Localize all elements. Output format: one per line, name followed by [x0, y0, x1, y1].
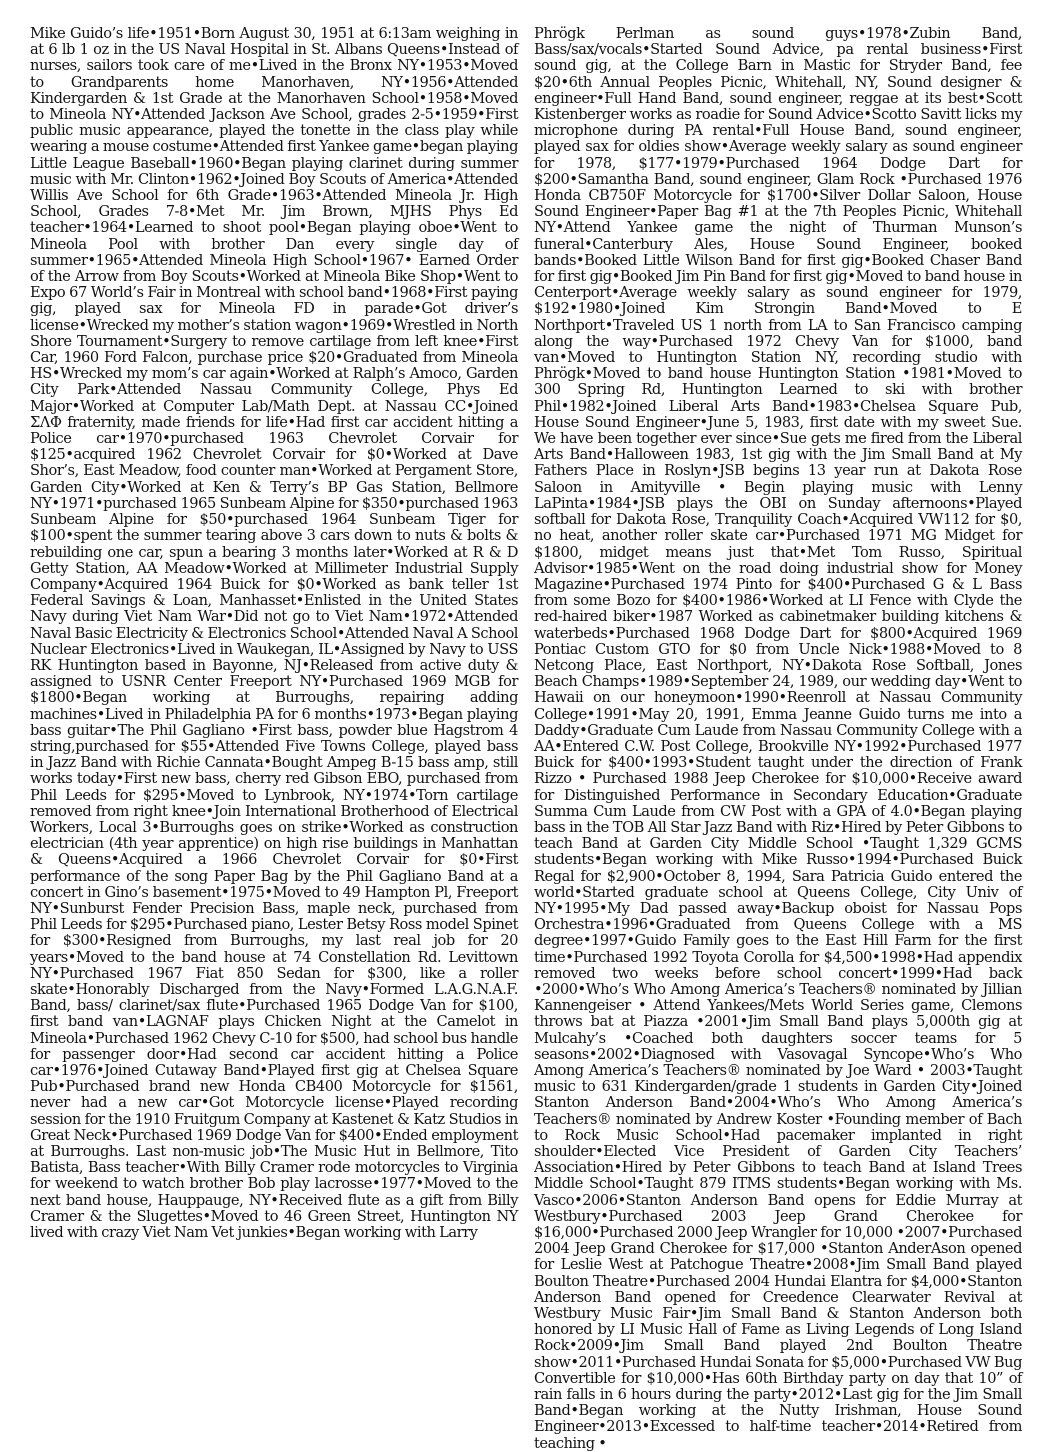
timeline-page — [30, 25, 1022, 1452]
timeline-text-left: Mike Guido’s life•1951•Born August 30, 1951 at 6:13am weighing in at 6 lb 1 oz in the US Naval Hospital in St. Albans Queens•Instead of nurses, sailors took care of me•Lived in the Bronx NY•1953•Moved to Grandparents home Manorhaven, NY•1956•Attended Kindergarden & 1st Grade at the Manorhaven School•1958•Moved to Mineola NY•Attended Jackson Ave School, grades 2-5•1959•First public music appearance, played the tonette in the class play while wearing a mouse costume•Attended first Yankee game•began playing Little League Baseball•1960•Began playing clarinet during summer music with Mr. Clinton•1962•Joined Boy Scouts of America•Attended Willis Ave School for 6th Grade•1963•Attended Mineola Jr. High School, Grades 7-8•Met Mr. Jim Brown, MJHS Phys Ed teacher•1964•Learned to shoot pool•Began playing oboe•Went to Mineola Pool with brother Dan every single day of summer•1965•Attended Mineola High School•1967• Earned Order of the Arrow from Boy Scouts•Worked at Mineola Bike Shop•Went to Expo 67 World’s Fair in Montreal with school band•1968•First paying gig, played sax for Mineola FD in parade•Got driver’s license•Wrecked my mother’s station wagon•1969•Wrestled in North Shore Tournament•Surgery to remove cartilage from left knee•First Car, 1960 Ford Falcon, purchase price $20•Graduated from Mineola HS•Wrecked my mom’s car again•Worked at Ralph’s Amoco, Garden City Park•Attended Nassau Community College, Phys Ed Major•Worked at Computer Lab/Math Dept. at Nassau CC•Joined ΣΛΦ fraternity, made friends for life•Had first car accident hitting a Police car•1970•purchased 1963 Chevrolet Corvair for $125•acquired 1962 Chevrolet Corvair for $0•Worked at Dave Shor’s, East Meadow, food counter man•Worked at Pergament Store, Garden City•Worked at Ken & Terry’s BP Gas Station, Bellmore NY•1971•purchased 1965 Sunbeam Alpine for $350•purchased 1963 Sunbeam Alpine for $50•purchased 1964 Sunbeam Tiger for $100•spent the summer tearing above 3 cars down to nuts & bolts & rebuilding one car, spun a bearing 3 months later•Worked at R & D Getty Station, AA Meadow•Worked at Millimeter Industrial Supply Company•Acquired 1964 Buick for $0•Worked as bank teller 1st Federal Savings & Loan, Manhasset•Enlisted in the United States Navy during Viet Nam War•Did not go to Viet Nam•1972•Attended Naval Basic Electricity & Electronics School•Attended Naval A School Nuclear Electronics•Lived in Waukegan, IL•Assigned by Navy to USS RK Huntington based in Bayonne, NJ•Released from active duty & assigned to USNR Center Freeport NY•Purchased 1969 MGB for $1800•Began working at Burroughs, repairing adding machines•Lived in Philadelphia PA for 6 months•1973•Began playing bass guitar•The Phil Gagliano •First bass, powder blue Hagstrom 4 string,purchased for $55•Attended Five Towns College, played bass in Jazz Band with Richie Cannata•Bought Ampeg B-15 bass amp, still works today•First new bass, cherry red Gibson EBO, purchased from Phil Leeds for $295•Moved to Lynbrook, NY•1974•Torn cartilage removed from right knee•Join International Brotherhood of Electrical Workers, Local 3•Burroughs goes on strike•Worked as construction electrician (4th year apprentice) on high rise buildings in Manhattan & Queens•Acquired a 1966 Chevrolet Corvair for $0•First performance of the song Paper Bag by the Phil Gagliano Band at a concert in Gino’s basement•1975•Moved to 49 Hampton Pl, Freeport NY•Sunburst Fender Precision Bass, maple neck, purchased from Phil Leeds for $295•Purchased piano, Lester Betsy Ross model Spinet for $300•Resigned from Burroughs, my last real job for 20 years•Moved to the band house at 74 Constellation Rd. Levittown NY•Purchased 1967 Fiat 850 Sedan for $300, like a roller skate•Honorably Discharged from the Navy•Formed L.A.G.N.A.F. Band, bass/ clarinet/sax flute•Purchased 1965 Dodge Van for $100, first band van•LAGNAF plays Chicken Night at the Camelot in Mineola•Purchased 1962 Chevy C-10 for $500, had school bus handle for passenger door•Had second car accident hitting a Police car•1976•Joined Cutaway Band•Played first gig at Chelsea Square Pub•Purchased brand new Honda CB400 Motorcycle for $1561, never had a new car•Got Motorcycle license•Played recording session for the 1910 Fruitgum Company at Kastenet & Katz Studios in Great Neck•Purchased 1969 Dodge Van for $400•Ended employment at Burroughs. Last non-music job•The Music Hut in Bellmore, Tito Batista, Bass teacher•With Billy Cramer rode motorcycles to Virginia for weekend to watch brother Bob play lacrosse•1977•Moved to the next band house, Hauppauge, NY•Received flute as a gift from Billy Cramer & the Slugettes•Moved to 46 Green Street, Huntington NY lived with crazy Viet Nam Vet junkies•Began working with Larry — [30, 25, 518, 1242]
timeline-text-right: Phrögk Perlman as sound guys•1978•Zubin Band, Bass/sax/vocals•Started Sound Advice, pa rental business•First sound gig, at the College Barn in Mastic for Stryder Band, fee $20•6th Annual Peoples Picnic, Whitehall, NY, Sound designer & engineer•Full Hand Band, sound engineer, reggae at its best•Scott Kistenberger works as roadie for Sound Advice•Scotto Savitt licks my microphone during PA rental•Full House Band, sound engineer, played sax for oldies show•Average weekly salary as sound engineer for 1978, $177•1979•Purchased 1964 Dodge Dart for $200•Samantha Band, sound engineer, Glam Rock •Purchased 1976 Honda CB750F Motorcycle for $1700•Silver Dollar Saloon, House Sound Engineer•Paper Bag #1 at the 7th Peoples Picnic, Whitehall NY•Attend Yankee game the night of Thurman Munson’s funeral•Canterbury Ales, House Sound Engineer, booked bands•Booked Little Wilson Band for first gig•Booked Chaser Band for first gig•Booked Jim Pin Band for first gig•Moved to band house in Centerport•Average weekly salary as sound engineer for 1979, $192•1980•Joined Kim Strongin Band•Moved to E Northport•Traveled US 1 north from LA to San Francisco camping along the way•Purchased 1972 Chevy Van for $1000, band van•Moved to Huntington Station NY, recording studio with Phrögk•Moved to band house Huntington Station •1981•Moved to 300 Spring Rd, Huntington Learned to ski with brother Phil•1982•Joined Liberal Arts Band•1983•Chelsea Square Pub, House Sound Engineer•June 5, 1983, first date with my sweet Sue. We have been together ever since•Sue gets me fired from the Liberal Arts Band•Halloween 1983, 1st gig with the Jim Small Band at My Fathers Place in Roslyn•JSB begins 13 year run at Dakota Rose Saloon in Amityville • Begin playing music with Lenny LaPinta•1984•JSB plays the OBI on Sunday afternoons•Played softball for Dakota Rose, Tranquility Coach•Acquired VW112 for $0, no heat, another roller skate car•Purchased 1971 MG Midget for $1800, midget means just that•Met Tom Russo, Spiritual Advisor•1985•Went on the road doing industrial show for Money Magazine•Purchased 1974 Pinto for $400•Purchased G & L Bass from some Bozo for $400•1986•Worked at LI Fence with Clyde the red-haired biker•1987 Worked as cabinetmaker building kitchens & waterbeds•Purchased 1968 Dodge Dart for $800•Acquired 1969 Pontiac Custom GTO for $0 from Uncle Nick•1988•Moved to 8 Netcong Place, East Northport, NY•Dakota Rose Softball, Jones Beach Champs•1989•September 24, 1989, our wedding day•Went to Hawaii on our honeymoon•1990•Reenroll at Nassau Community College•1991•May 20, 1991, Emma Jeanne Guido turns me into a Daddy•Graduate Cum Laude from Nassau Community College with a AA•Entered C.W. Post College, Brookville NY•1992•Purchased 1977 Buick for $400•1993•Student taught under the direction of Frank Rizzo • Purchased 1988 Jeep Cherokee for $10,000•Receive award for Distinguished Performance in Secondary Education•Graduate Summa Cum Laude from CW Post with a GPA of 4.0•Began playing bass in the TOB All Star Jazz Band with Riz•Hired by Peter Gibbons to teach Band at Garden City Middle School •Taught 1,329 GCMS students•Began working with Mike Russo•1994•Purchased Buick Regal for $2,900•October 8, 1994, Sara Patricia Guido entered the world•Started graduate school at Queens College, City Univ of NY•1995•My Dad passed away•Backup oboist for Nassau Pops Orchestra•1996•Graduated from Queens College with a MS degree•1997•Guido Family goes to the East Hill Farm for the first time•Purchased 1992 Toyota Corolla for $4,500•1998•Had appendix removed two weeks before school concert•1999•Had back •2000•Who’s Who Among America’s Teachers® nominated by Jillian Kannengeiser • Attend Yankees/Mets World Series game, Clemons throws bat at Piazza •2001•Jim Small Band plays 5,000th gig at Mulcahy’s •Coached both daughters soccer teams for 5 seasons•2002•Diagnosed with Vasovagal Syncope•Who’s Who Among America’s Teachers® nominated by Joe Ward • 2003•Taught music to 631 Kindergarden/grade 1 students in Garden City•Joined Stanton Anderson Band•2004•Who’s Who Among America’s Teachers® nominated by Andrew Koster •Founding member of Bach to Rock Music School•Had pacemaker implanted in right shoulder•Elected Vice President of Garden City Teachers’ Association•Hired by Peter Gibbons to teach Band at Island Trees Middle School•Taught 879 ITMS students•Began working with Ms. Vasco•2006•Stanton Anderson Band opens for Eddie Murray at Westbury•Purchased 2003 Jeep Grand Cherokee for $16,000•Purchased 2000 Jeep Wrangler for 10,000 •2007•Purchased 2004 Jeep Grand Cherokee for $17,000 •Stanton AnderAson opened for Leslie West at Patchogue Theatre•2008•Jim Small Band played Boulton Theatre•Purchased 2004 Hundai Elantra for $4,000•Stanton Anderson Band opened for Creedence Clearwater Revival at Westbury Music Fair•Jim Small Band & Stanton Anderson both honored by LI Music Hall of Fame as Living Legends of Long Island Rock•2009•Jim Small Band played 2nd Boulton Theatre show•2011•Purchased Hundai Sonata for $5,000•Purchased VW Bug Convertible for $10,000•Has 60th Birthday party on day that 10” of rain falls in 6 hours during the party•2012•Last gig for the Jim Small Band•Began working at the Nutty Irishman, House Sound Engineer•2013•Excessed to half-time teacher•2014•Retired from teaching • — [534, 25, 1022, 1452]
left-column — [30, 26, 518, 1252]
right-column — [534, 25, 1022, 1452]
